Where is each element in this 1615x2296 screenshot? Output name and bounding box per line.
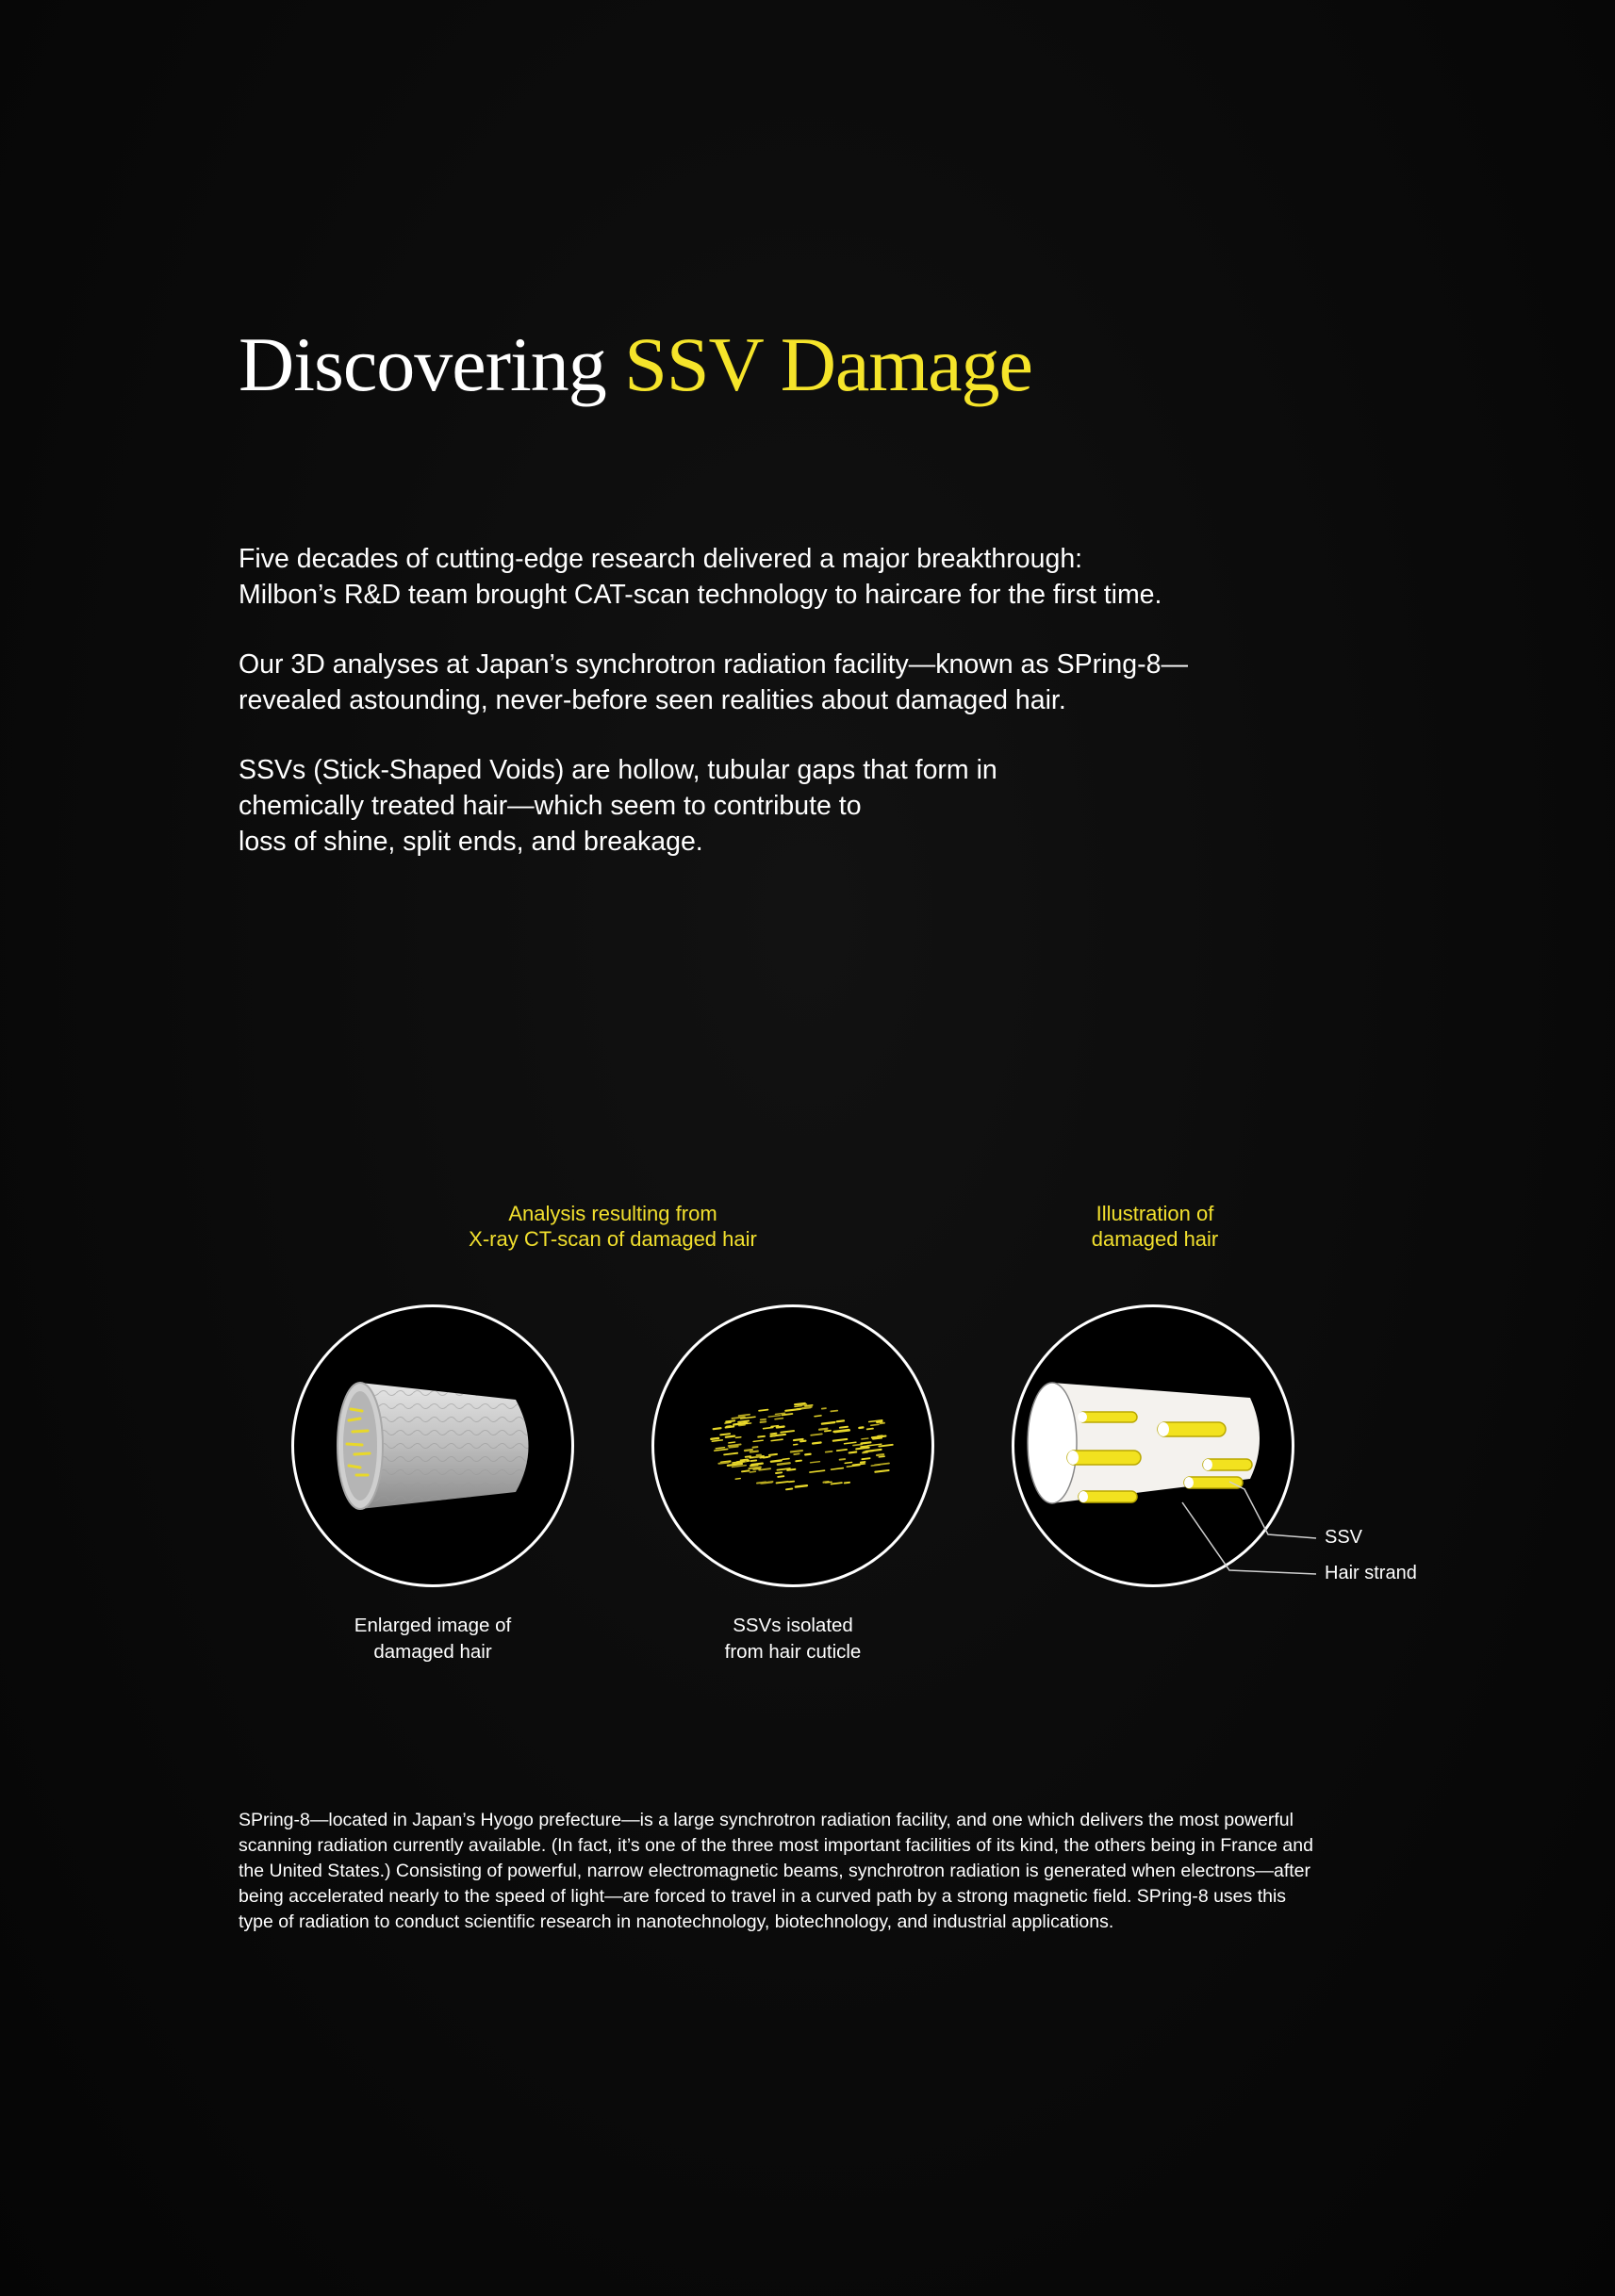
ssv-dash bbox=[726, 1420, 734, 1421]
ssv-dash bbox=[729, 1442, 735, 1443]
ssv-dash bbox=[833, 1439, 847, 1441]
ssv-dash bbox=[881, 1423, 884, 1424]
ssv-dash bbox=[718, 1463, 728, 1464]
ssv-dash bbox=[724, 1453, 737, 1455]
ssv-dash bbox=[726, 1436, 734, 1437]
ssv-dash bbox=[811, 1462, 820, 1463]
ssv-dash bbox=[735, 1479, 740, 1480]
ssv-dash bbox=[735, 1437, 740, 1438]
ssv-dash bbox=[861, 1462, 865, 1463]
ssv-dash bbox=[810, 1470, 825, 1472]
ssv-isolated-image bbox=[651, 1304, 934, 1587]
ssv-dash bbox=[800, 1441, 805, 1442]
ssv-dash bbox=[753, 1440, 763, 1441]
enlarged-hair-illustration bbox=[294, 1307, 574, 1587]
ssv-dash bbox=[802, 1407, 812, 1408]
ssv-dash bbox=[862, 1458, 869, 1459]
ssv-dash bbox=[845, 1442, 856, 1443]
ssv-dash bbox=[822, 1422, 834, 1424]
ssv-dash bbox=[729, 1444, 741, 1446]
ssv-dash bbox=[753, 1447, 758, 1448]
ssv-dash bbox=[758, 1436, 765, 1437]
hair-strand-label: Hair strand bbox=[1325, 1563, 1417, 1583]
ssv-dash bbox=[778, 1476, 783, 1477]
ssv-dash bbox=[778, 1463, 790, 1465]
ssv-dash bbox=[826, 1451, 832, 1452]
ssv-dash bbox=[794, 1453, 799, 1454]
ssv-dash bbox=[825, 1431, 831, 1432]
ssv-dash bbox=[847, 1466, 860, 1468]
ssv-dash bbox=[832, 1483, 842, 1484]
page-title bbox=[239, 320, 1032, 409]
ssv-dash bbox=[759, 1410, 767, 1411]
ssv-dash bbox=[777, 1482, 788, 1483]
ssv-dash bbox=[871, 1424, 879, 1425]
ssv-dash bbox=[867, 1429, 873, 1430]
ssv-dash bbox=[856, 1448, 869, 1450]
ssv-dash bbox=[826, 1482, 832, 1483]
ssv-dash bbox=[849, 1451, 857, 1452]
ssv-dash bbox=[738, 1420, 749, 1421]
ssv-dash bbox=[819, 1429, 827, 1430]
ssv-dash bbox=[845, 1462, 851, 1463]
ssv-dash bbox=[877, 1421, 882, 1422]
ssv-dash bbox=[745, 1450, 752, 1451]
ssv-dash bbox=[712, 1440, 722, 1441]
ssv-dash bbox=[811, 1434, 822, 1435]
intro-paragraph-3: SSVs (Stick-Shaped Voids) are hollow, tubular gaps that form in chemically treated hair—which seem to contribute to loss of shine, split ends, and breakage. bbox=[239, 755, 997, 857]
ssv-dash bbox=[785, 1409, 800, 1411]
ssv-dash bbox=[750, 1460, 756, 1461]
analysis-caption: Analysis resulting from X-ray CT-scan of damaged hair bbox=[469, 1202, 757, 1251]
illustration-caption: Illustration of damaged hair bbox=[1091, 1202, 1219, 1251]
ssv-dash bbox=[796, 1485, 807, 1486]
ssv-dash bbox=[746, 1456, 750, 1457]
ssv-dash bbox=[878, 1435, 882, 1436]
ssv-dash bbox=[879, 1456, 884, 1457]
ssv-dash bbox=[813, 1442, 821, 1443]
ssv-dash bbox=[739, 1415, 750, 1416]
ssv-dash bbox=[783, 1459, 789, 1460]
ssv-dash bbox=[861, 1442, 870, 1443]
ssv-dash bbox=[840, 1427, 848, 1428]
ssv-dash bbox=[761, 1421, 766, 1422]
ssv-dash bbox=[789, 1482, 794, 1483]
ssv-dash bbox=[815, 1416, 821, 1417]
ssv-dash bbox=[875, 1470, 888, 1472]
ssv-dash bbox=[795, 1403, 805, 1404]
ssv-dash bbox=[853, 1444, 862, 1445]
ssv-dash bbox=[822, 1408, 826, 1409]
ssv-dash bbox=[730, 1446, 738, 1447]
ssv-dash bbox=[861, 1446, 867, 1447]
hair-strand-illustration bbox=[1014, 1307, 1294, 1587]
ssv-dash bbox=[777, 1427, 784, 1428]
ssv-dash bbox=[840, 1459, 846, 1460]
ssv-dash bbox=[845, 1483, 849, 1484]
ssv-dash bbox=[741, 1459, 749, 1460]
ssv-dash bbox=[837, 1450, 847, 1451]
title-part-white: Discovering bbox=[239, 321, 625, 407]
ssv-dash bbox=[831, 1411, 837, 1412]
ssv-dash bbox=[714, 1428, 721, 1429]
ssv-dash bbox=[768, 1416, 780, 1417]
ssv-dash bbox=[875, 1464, 889, 1466]
ssv-dash bbox=[764, 1427, 773, 1428]
ssv-dash bbox=[750, 1451, 758, 1452]
enlarged-caption: Enlarged image of damaged hair bbox=[354, 1615, 512, 1663]
footnote-text: SPring-8—located in Japan’s Hyogo prefecture—is a large synchrotron radiation facility, and one which delivers the most powerful scanning radiation currently available. (In fact, it’s one of the three most important facilities of its kind, the others being in France and the United States.) Consisting of powerful, narrow electromagnetic beams, synchrotron radiation is generated when electrons—after being accelerated nearly to the speed of light—are forced to travel in a curved path by a strong magnetic field. SPring-8 uses this type of radiation to conduct scientific research in nanotechnology, biotechnology, and industrial applications. bbox=[239, 1810, 1313, 1932]
ssv-dash bbox=[711, 1438, 718, 1439]
ssv-dash bbox=[771, 1460, 782, 1461]
hair-illustration-circle bbox=[1012, 1304, 1294, 1587]
ssv-dash bbox=[805, 1454, 810, 1455]
ssv-dash bbox=[769, 1454, 777, 1455]
isolated-caption: SSVs isolated from hair cuticle bbox=[724, 1615, 862, 1663]
ssv-dash bbox=[837, 1420, 844, 1421]
intro-paragraph-1: Five decades of cutting-edge research delivered a major breakthrough: Milbon’s R&D team brought CAT-scan technology to haircare for the first time. bbox=[239, 544, 1162, 610]
ssv-dash bbox=[750, 1471, 755, 1472]
ssv-dash bbox=[796, 1461, 801, 1462]
ssv-dash bbox=[879, 1445, 892, 1447]
ssv-cloud-illustration bbox=[654, 1307, 934, 1587]
ssv-dash bbox=[761, 1419, 766, 1420]
ssv-dash bbox=[716, 1448, 724, 1449]
ssv-dash bbox=[770, 1434, 776, 1435]
ssv-dash bbox=[720, 1434, 730, 1435]
ssv-dash bbox=[877, 1454, 883, 1455]
enlarged-hair-image bbox=[291, 1304, 574, 1587]
ssv-dash bbox=[742, 1470, 750, 1471]
ssv-dash bbox=[725, 1422, 731, 1423]
ssv-dash bbox=[771, 1439, 783, 1440]
ssv-dash bbox=[757, 1482, 766, 1483]
ssv-dash bbox=[782, 1414, 792, 1415]
ssv-dash bbox=[794, 1439, 803, 1440]
ssv-dash bbox=[862, 1438, 868, 1439]
intro-paragraph-2: Our 3D analyses at Japan’s synchrotron radiation facility—known as SPring-8— revealed astounding, never-before seen realities about damaged hair. bbox=[239, 649, 1188, 715]
ssv-dash bbox=[715, 1449, 728, 1451]
ssv-dash bbox=[776, 1472, 782, 1473]
ssv-dash bbox=[751, 1464, 763, 1465]
ssv-label: SSV bbox=[1325, 1527, 1363, 1548]
title-part-accent: SSV Damage bbox=[624, 321, 1032, 407]
ssv-dash bbox=[786, 1489, 792, 1490]
ssv-dash bbox=[754, 1457, 760, 1458]
ssv-dash bbox=[728, 1464, 742, 1466]
ssv-dash bbox=[832, 1468, 844, 1470]
intro-text bbox=[239, 541, 1323, 894]
ssv-dash bbox=[781, 1431, 794, 1433]
